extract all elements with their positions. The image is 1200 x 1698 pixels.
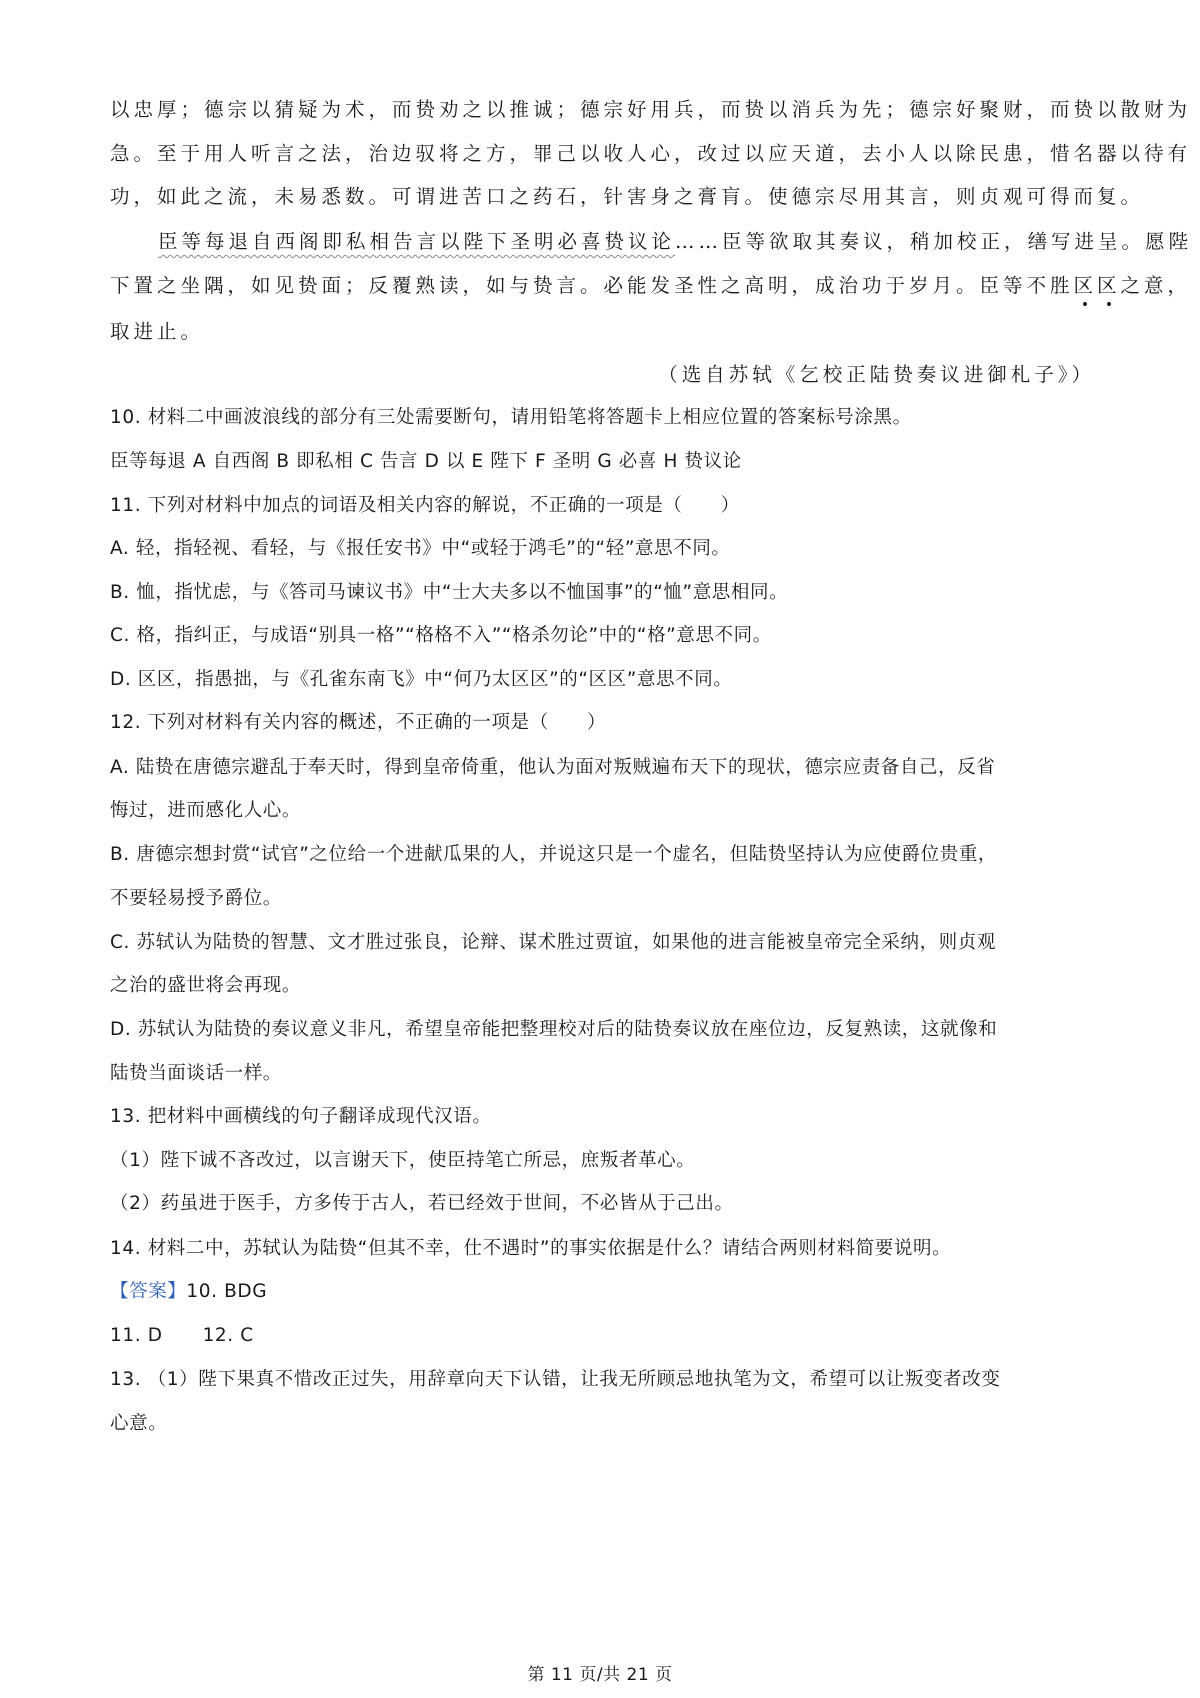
passage-line: 功，如此之流，未易悉数。可谓进苦口之药石，针害身之膏肓。使德宗尽用其言，则贞观可得而复。 — [110, 185, 1145, 208]
answer-12: 12. C — [202, 1325, 254, 1346]
question-12-option-d-cont: 陆贽当面谈话一样。 — [110, 1063, 282, 1084]
wavy-underlined-sentence: 臣等每退自西阁即私相告言以陛下圣明必喜贽议论 — [158, 230, 676, 253]
question-12-option-d: D. 苏轼认为陆贽的奏议意义非凡，希望皇帝能把整理校对后的陆贽奏议放在座位边，反复熟读，这就像和 — [110, 1019, 998, 1040]
answer-tag: 【答案】 — [110, 1281, 187, 1302]
question-12-option-b: B. 唐德宗想封赏“试官”之位给一个进献瓜果的人，并说这只是一个虚名，但陆贽坚持认为应使爵位贵重， — [110, 844, 998, 865]
passage-text: ……臣等欲取其奏议，稍加校正，缮写进呈。愿陛 — [675, 230, 1193, 253]
question-12-option-c: C. 苏轼认为陆贽的智慧、文才胜过张良，论辩、谋术胜过贾谊，如果他的进言能被皇帝完全采纳，则贞观 — [110, 932, 996, 953]
passage-line: 急。至于用人听言之法，治边驭将之方，罪己以收人心，改过以应天道，去小人以除民患，惜名器以待有 — [110, 142, 1192, 165]
question-13-item-1: （1）陛下诚不吝改过，以言谢天下，使臣持笔亡所忌，庶叛者革心。 — [110, 1150, 696, 1171]
answer-line — [110, 1283, 1110, 1302]
answer-10: 10. BDG — [186, 1281, 268, 1302]
question-12-option-a-cont: 悔过，进而感化人心。 — [110, 800, 302, 821]
question-14: 14. 材料二中，苏轼认为陆贽“但其不幸，仕不遇时”的事实依据是什么？请结合两则材料简要说明。 — [110, 1238, 952, 1259]
passage-text: 下置之坐隅，如见贽面；反覆熟读，如与贽言。必能发圣性之高明，成治功于岁月。臣等不胜 — [110, 274, 1074, 297]
question-13: 13. 把材料中画横线的句子翻译成现代汉语。 — [110, 1106, 492, 1127]
question-12-option-a: A. 陆贽在唐德宗避乱于奉天时，得到皇帝倚重，他认为面对叛贼遍布天下的现状，德宗应责备自己，反省 — [110, 757, 996, 778]
passage-line — [158, 230, 1193, 253]
answer-line — [110, 1327, 1110, 1346]
emphasis-dot-char: 区 — [1073, 274, 1098, 297]
question-11-option-a: A. 轻，指轻视、看轻，与《报任安书》中“或轻于鸿毛”的“轻”意思不同。 — [110, 538, 731, 559]
passage-line: 以忠厚；德宗以猜疑为术，而贽劝之以推诚；德宗好用兵，而贽以消兵为先；德宗好聚财，而贽以散财为 — [110, 98, 1192, 121]
passage-line — [110, 274, 1192, 297]
answer-13: 13. （1）陛下果真不惜改正过失，用辞章向天下认错，让我无所顾忌地执笔为文，希望可以让叛变者改变 — [110, 1369, 1001, 1390]
question-11-option-d: D. 区区，指愚拙，与《孔雀东南飞》中“何乃太区区”的“区区”意思不同。 — [110, 669, 733, 690]
answer-13-cont: 心意。 — [110, 1413, 168, 1434]
question-11-option-b: B. 恤，指忧虑，与《答司马谏议书》中“士大夫多以不恤国事”的“恤”意思相同。 — [110, 582, 789, 603]
question-12-option-c-cont: 之治的盛世将会再现。 — [110, 975, 302, 996]
question-10: 10. 材料二中画波浪线的部分有三处需要断句，请用铅笔将答题卡上相应位置的答案标号涂黑。 — [110, 407, 912, 428]
question-13-item-2: （2）药虽进于医手，方多传于古人，若已经效于世间，不必皆从于己出。 — [110, 1193, 734, 1214]
passage-line: 取进止。 — [110, 320, 205, 343]
passage-text: 之意， — [1120, 274, 1192, 297]
answer-11: 11. D — [110, 1325, 163, 1346]
question-12-option-b-cont: 不要轻易授予爵位。 — [110, 888, 282, 909]
question-11-option-c: C. 格，指纠正，与成语“别具一格”“格格不入”“格杀勿论”中的“格”意思不同。 — [110, 625, 772, 646]
question-11: 11. 下列对材料中加点的词语及相关内容的解说，不正确的一项是（ ） — [110, 495, 740, 516]
question-10-options: 臣等每退 A 自西阁 B 即私相 C 告言 D 以 E 陛下 F 圣明 G 必喜 H 贽议论 — [110, 451, 742, 472]
page-number: 第 11 页/共 21 页 — [527, 1665, 673, 1685]
question-12: 12. 下列对材料有关内容的概述，不正确的一项是（ ） — [110, 712, 607, 733]
source-citation: （选自苏轼《乞校正陆贽奏议进御札子》） — [658, 363, 1095, 386]
emphasis-dot-char: 区 — [1097, 274, 1121, 297]
